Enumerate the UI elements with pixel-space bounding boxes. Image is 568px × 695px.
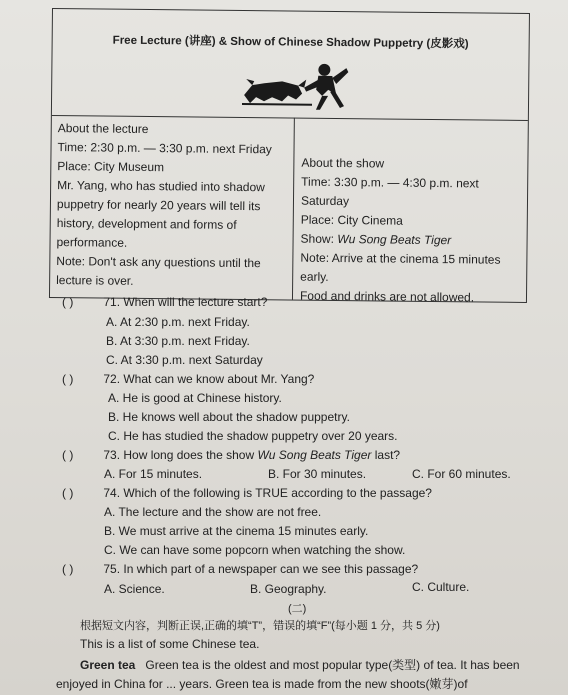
answer-blank[interactable]: ( ) <box>62 486 74 500</box>
show-note-1: Note: Arrive at the cinema 15 minutes early. <box>300 250 501 284</box>
option-74-c: C. We can have some popcorn when watching the show. <box>104 543 406 557</box>
show-time: Time: 3:30 p.m. — 4:30 p.m. next Saturday <box>300 174 479 209</box>
show-name: Wu Song Beats Tiger <box>337 232 452 248</box>
answer-blank[interactable]: ( ) <box>62 372 74 386</box>
show-prefix: Show: <box>300 231 338 246</box>
option-71-a: A. At 2:30 p.m. next Friday. <box>106 315 250 329</box>
question-text-prefix: 73. How long does the show <box>103 448 258 462</box>
show-heading: About the show <box>301 155 385 171</box>
option-73-b: B. For 30 minutes. <box>268 467 367 481</box>
shadow-puppet-illustration-icon <box>242 59 353 112</box>
lecture-note-2: lecture is over. <box>56 273 134 288</box>
option-74-a: A. The lecture and the show are not free. <box>104 505 322 519</box>
option-71-b: B. At 3:30 p.m. next Friday. <box>106 334 250 348</box>
section-number: (二) <box>288 603 307 615</box>
notice-title: Free Lecture (讲座) & Show of Chinese Shadow Puppetry (皮影戏) <box>112 34 469 51</box>
question-71 <box>62 295 267 309</box>
option-73-a: A. For 15 minutes. <box>104 467 203 481</box>
option-75-c: C. Culture. <box>412 580 470 594</box>
lecture-heading: About the lecture <box>57 121 149 137</box>
section-instruction: 根据短文内容，判断正误,正确的填“T”，错误的填“F”(每小题 1 分，共 5 分) <box>80 620 440 632</box>
answer-blank[interactable]: ( ) <box>62 562 74 576</box>
option-72-b: B. He knows well about the shadow puppetry. <box>108 410 350 424</box>
show-note-2: Food and drinks are not allowed. <box>299 288 475 305</box>
question-73 <box>62 448 400 462</box>
passage-line-1 <box>80 656 520 673</box>
option-72-a: A. He is good at Chinese history. <box>108 391 282 405</box>
question-74 <box>62 486 432 500</box>
option-74-b: B. We must arrive at the cinema 15 minutes early. <box>104 524 369 538</box>
table-header <box>52 9 529 121</box>
answer-blank[interactable]: ( ) <box>62 448 74 462</box>
question-text: 71. When will the lecture start? <box>103 295 268 309</box>
lecture-desc-4: performance. <box>56 235 128 250</box>
question-text: 75. In which part of a newspaper can we see this passage? <box>103 562 419 576</box>
option-73-c: C. For 60 minutes. <box>412 467 511 481</box>
passage-line-2: enjoyed in China for ... years. Green tea is made from the new shoots(嫩芽)of <box>56 677 468 691</box>
lecture-time: Time: 2:30 p.m. — 3:30 p.m. next Friday <box>57 140 272 157</box>
question-text: 74. Which of the following is TRUE according to the passage? <box>103 486 432 500</box>
lecture-desc-1: Mr. Yang, who has studied into shadow <box>57 178 265 195</box>
option-75-b: B. Geography. <box>250 582 327 596</box>
option-71-c: C. At 3:30 p.m. next Saturday <box>106 353 263 367</box>
question-text-italic: Wu Song Beats Tiger <box>257 448 372 462</box>
passage-intro: This is a list of some Chinese tea. <box>80 637 260 651</box>
lecture-cell <box>50 115 295 300</box>
show-name-line <box>300 230 520 251</box>
answer-blank[interactable]: ( ) <box>62 295 74 309</box>
question-text-suffix: last? <box>371 448 401 462</box>
lecture-place: Place: City Museum <box>57 159 165 175</box>
passage-text: Green tea is the oldest and most popular type(类型) of tea. It has been <box>145 658 520 672</box>
option-72-c: C. He has studied the shadow puppetry over 20 years. <box>108 429 398 443</box>
option-75-a: A. Science. <box>104 582 165 596</box>
lecture-desc-3: history, development and forms of <box>56 216 237 232</box>
notice-table <box>49 8 530 303</box>
lecture-note-1: Note: Don't ask any questions until the <box>56 254 261 271</box>
passage-term: Green tea <box>80 658 136 672</box>
lecture-desc-2: puppetry for nearly 20 years will tell its <box>56 197 261 214</box>
question-75 <box>62 562 418 576</box>
question-72 <box>62 372 314 386</box>
question-text: 72. What can we know about Mr. Yang? <box>103 372 315 386</box>
show-cell <box>294 118 528 305</box>
show-place: Place: City Cinema <box>300 212 403 228</box>
